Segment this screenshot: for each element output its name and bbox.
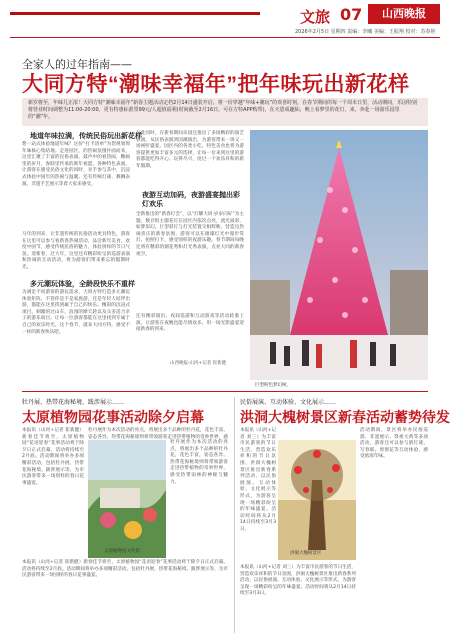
story2-body-3: 本报讯（山河+记者 崔新健）新春佳节将至，太原植物园“花语迎春”花事活动将于除夕日正式启幕，活动将持续至2月底。活动期间将举办多项精彩活动，包括牡丹展、热带花海秘境、跋涉展示等，为市民游客带来一场别样的春日花事盛宴。 xyxy=(22,560,228,579)
column-divider xyxy=(234,397,235,633)
botanical-garden-photo xyxy=(88,440,166,558)
col1-body-2: 马年的到来，让非遗传统的民俗活动更具特色，游客在这里可以参与看新春热闹活动，品尝新年美食，欢度中国节，感受传统民俗的魅力，体验别样的节日气氛。迎新春，过大年，这里还有精彩纷呈的巡游表演和热闹的互动活动，将为游客们带来难忘的假期时光。 xyxy=(22,232,130,270)
section-divider xyxy=(22,391,428,392)
issue-info: 2026年2月5日 星期四 责编：李曦 美编：王振翔 校对：苏春艳 xyxy=(295,29,436,35)
col1-body-3: 为满足不同游客的游玩需求，大同方特打造多元潮玩体验矩阵，不管你是不是家族游，还是年轻人结伴出游，都能在这里找到属于自己的快乐。精彩的沉浸式项目、刺激的过山车、浪漫的摩天轮以及众多适合亲子的游乐项目，让每一位游客都能在这里找到专属于自己的欢乐时光。这个春节，就来大同方特，感受不一样的新春快乐吧。 xyxy=(22,290,130,335)
story3-body: 本报讯（山河+记者 刘三）为丰富市民游客的节日生活，营造欢乐祥和的节日氛围，洪洞大槐树景区推出新春系列活动，以民俗展演、互动体验、文化展示等形式，为游客呈现一场精彩纷呈的年味盛宴。活动时间将从2月14日持续至3月3日。 xyxy=(240,428,277,532)
story2-body-top: 牡丹展作为本次活动的亮点，将展出多个品种的牡丹花，花色丰富，姿态各异。热带花海秘境则将带领游客走进热带植物的奇妙世界，感 xyxy=(88,428,228,440)
section-name: 文旅 xyxy=(300,8,331,26)
col1-subhead: 地道年味拉满，传统民俗玩出新花样 xyxy=(30,131,142,140)
story3-headline: 洪洞大槐树景区新春活动蓄势待发 xyxy=(240,409,450,425)
story2-kicker: 牡丹展、热带花海秘境、跋涉展示…… xyxy=(22,399,125,406)
masthead xyxy=(0,0,450,40)
story3-body-3: 本报讯（山河+记者 刘三）为丰富市民游客的节日生活，营造欢乐祥和的节日氛围，洪洞大槐树景区推出新春系列活动，以民俗展演、互动体验、文化展示等形式，为游客呈现一场精彩纷呈的年味盛宴。活动时间将从2月14日持续至3月3日。 xyxy=(240,565,356,597)
col2-body-2: 全新推出的“新春灯会”，以“灯耀大同·岁岁向好”为主题，数百组主题花灯在园区内依次点亮，流光溢彩，如梦似幻。巨型彩灯与灯光装置交相辉映，营造出热闹喜庆的新春氛围，游客可以在璀璨灯光中漫步赏灯、拍照打卡，感受别样的夜游乐趣。春节期间每晚还将有精彩的烟花秀和灯光秀表演，点亮大同的新春夜空。 xyxy=(136,212,244,257)
story2-caption: 太原植物园文化馆 xyxy=(104,549,140,554)
masthead-rule-left xyxy=(10,12,260,15)
story2-body-2: 牡丹展作为本次活动的亮点，将展出多个品种的牡丹花，花色丰富，姿态各异。热带花海秘境则将带领游客走进热带植物的奇妙世界，感受热带雨林的神秘与魅力。 xyxy=(170,440,228,485)
col1-body: 想一站式体验地道年味？这份“打卡清单”为您规划周年味核心集结地。走进园区，的热闹氛围扑面而来，这里汇聚了丰富的民俗表演，鼓声中的看热闹，糖画里的岁月，春联里传承的新年祝愿。各种特色表演，让游客在感受民俗文化的同时，亲手参与其中，沉浸式体验中国年的热闹与温暖。还有传统灯谜、舞狮表演、非遗手艺展示等着大家来感受。 xyxy=(22,142,130,187)
story3-caption: 洪洞大槐树景区 xyxy=(290,551,322,556)
story3-kicker: 民俗展演、互动体验、文化展示…… xyxy=(240,399,337,406)
page-number: 07 xyxy=(340,5,363,24)
col1-subhead-2: 多元潮玩体验，全龄段快乐不重样 xyxy=(30,279,135,288)
col2-subhead: 夜游互动加码，夜游盛宴抛出彩灯欢乐 xyxy=(142,190,240,208)
story2-headline: 太原植物园花事活动除夕启幕 xyxy=(22,409,204,425)
main-photo-caption: 巨型粉色梦幻树。 xyxy=(255,383,291,388)
lead-headline: 大同方特“潮味幸福年”把年味玩出新花样 xyxy=(22,73,410,96)
lead-lede: 新岁将至，年味儿正浓！大同方特“潮味幸福年”新春主题活动定档2月14日盛装开启。将一份穿越“年味+潮玩”的欢喜时刻，在春节期间的每一个周末日里，活动期间，乐园特别将营业时间调整为11:00-20:00，更有特惠标准票99元/人超值福利(时间截至2月16日，可在方特APP购票)，在天恩成趣仙、晚上看梦里的花灯，来，奔赴一场游乐园里的“潮”年。 xyxy=(28,100,418,120)
story2-body: 本报讯（山河+记者 崔新健）新春佳节将至，太原植物园“花语迎春”花事活动将于除夕日正式启幕，活动将持续至2月底。活动期间将举办多项精彩活动，包括牡丹展、热带花海秘境、跋涉展示等，为市民游客带来一场别样的春日花事盛宴。 xyxy=(22,428,84,486)
masthead-rule xyxy=(10,37,440,38)
col2-body-3: 还有精彩演出、夜间巡游和互动游戏等活动轮番上演，让游客在夜晚也能尽情欢乐，用一场光影盛宴迎接新春的到来。 xyxy=(136,314,244,333)
col2-body: 与此同时，在新春期间乐园还推出了多场精彩的演艺表演，从民俗表演到国潮演出，为游客带来一场又一场视听盛宴。园区内的各类小吃、特色美食也将为游客提供更加丰富多元的选择，让每一位来到这里的游客都能吃得开心、玩得尽兴，度过一个欢乐祥和的新年假期。 xyxy=(136,131,244,169)
lead-credit: 山西晚报·山河+记者 崔新健 xyxy=(170,361,227,366)
story3-body-2: 活动期间，景区将举办民俗巡游、非遗展示、祭祖大典等多项活动，游客还可以参与猜灯谜、写春联、剪窗花等互动体验，感受浓浓年味。 xyxy=(360,428,428,460)
lead-lede-box xyxy=(22,98,428,126)
lead-kicker: 全家人的过年指南—— xyxy=(22,58,132,71)
big-locust-tree-photo xyxy=(278,440,356,560)
paper-logo: 山西晚报 xyxy=(368,4,440,24)
pink-tree-photo xyxy=(250,130,428,380)
